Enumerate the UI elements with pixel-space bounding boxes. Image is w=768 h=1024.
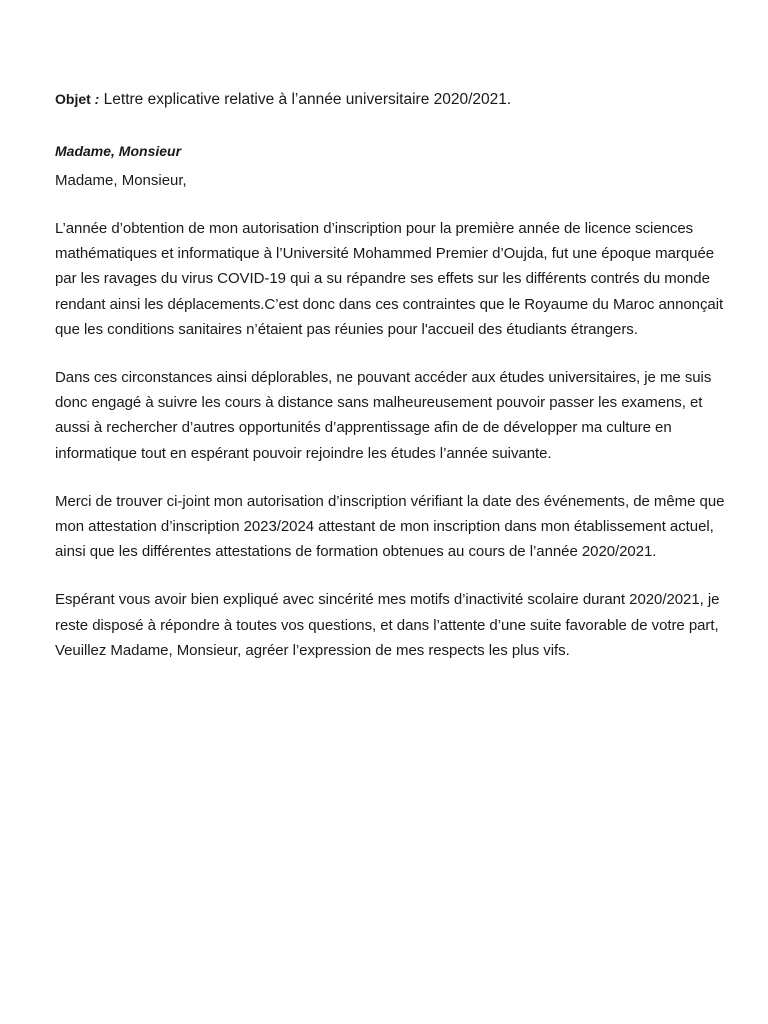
paragraph-context: L’année d’obtention de mon autorisation d’inscription pour la première année de licence sciences mathématiques et informatique à l’Université Mohammed Premier d’Oujda, fut une époque marquée par les ravages du virus COVID-19 qui a su répandre ses effets sur les différents contrés du monde rendant ainsi les déplacements.C’est donc dans ces contraintes que le Royaume du Maroc annonçait que les conditions sanitaires n’étaient pas réunies pour l'accueil des étudiants étrangers. (55, 220, 724, 338)
salutation: Madame, Monsieur, (55, 172, 187, 189)
paragraph-circumstances: Dans ces circonstances ainsi déplorables, ne pouvant accéder aux études universitaires, je me suis donc engagé à suivre les cours à distance sans malheureusement pouvoir passer les examens, et aussi à rechercher d’autres opportunités d’apprentissage afin de de développer ma culture en informatique tout en espérant pouvoir rejoindre les études l’année suivante. (55, 369, 712, 462)
subject-text: Lettre explicative relative à l’année universitaire 2020/2021. (99, 91, 512, 108)
letter-page (55, 88, 725, 663)
subject-colon: : (90, 91, 100, 107)
salutation-heading: Madame, Monsieur (55, 143, 182, 159)
subject-label: Objet (55, 91, 91, 107)
subject-line (55, 88, 725, 111)
paragraph-attachments: Merci de trouver ci-joint mon autorisation d’inscription vérifiant la date des événements, de même que mon attestation d’inscription 2023/2024 attestant de mon inscription dans mon établissement actuel, ainsi que les différentes attestations de formation obtenues au cours de l’année 2020/2021. (55, 492, 725, 561)
paragraph-closing: Espérant vous avoir bien expliqué avec sincérité mes motifs d’inactivité scolaire durant 2020/2021, je reste disposé à répondre à toutes vos questions, et dans l’attente d’une suite favorable de votre part, Veuillez Madame, Monsieur, agréer l’expression de mes respects les plus vifs. (55, 591, 720, 659)
